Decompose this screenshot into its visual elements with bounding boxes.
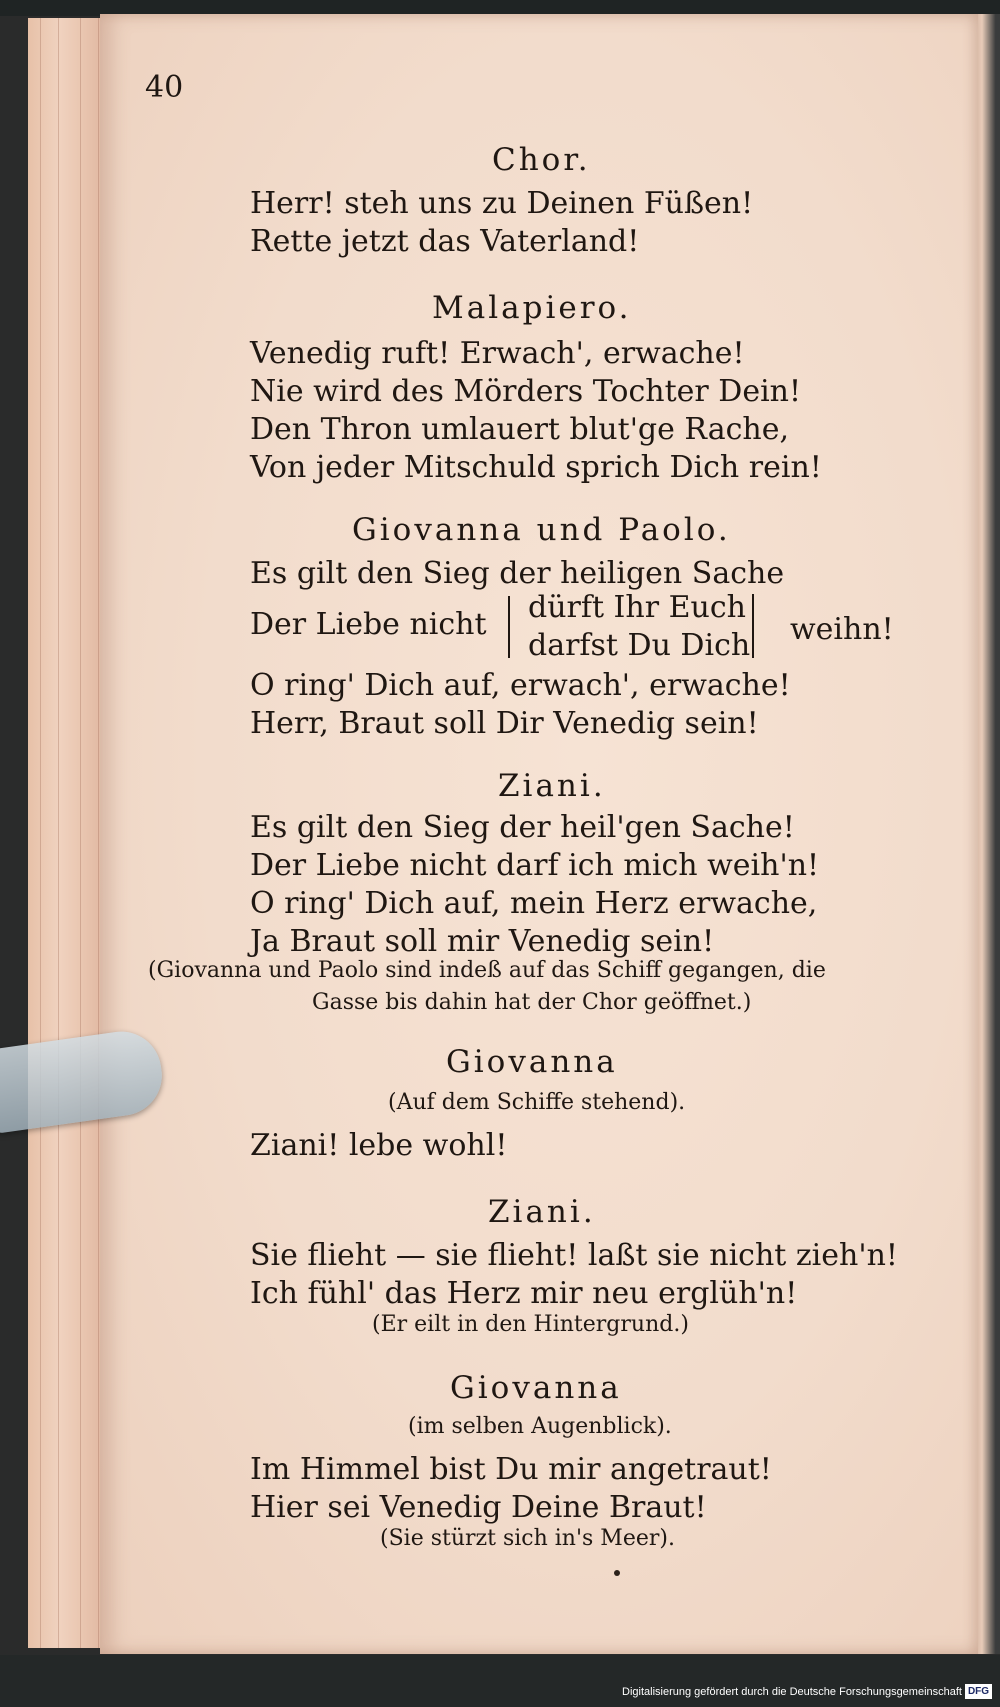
speaker-ziani: Ziani. — [488, 1194, 596, 1230]
speaker-giovanna: Giovanna — [446, 1044, 618, 1080]
verse-line: Es gilt den Sieg der heiligen Sache — [250, 556, 785, 591]
verse-line-left: Der Liebe nicht — [250, 607, 487, 642]
right-brace — [752, 594, 760, 658]
speaker-giovanna-paolo: Giovanna und Paolo. — [352, 512, 731, 548]
verse-line: Sie flieht — sie flieht! laßt sie nicht zieh'n! — [250, 1238, 898, 1273]
scanner-frame-bottom — [0, 1655, 1000, 1707]
verse-line: Herr, Braut soll Dir Venedig sein! — [250, 706, 759, 741]
speaker-giovanna: Giovanna — [450, 1370, 622, 1406]
verse-line: Ich fühl' das Herz mir neu erglüh'n! — [250, 1276, 798, 1311]
verse-alternative: dürft Ihr Euch — [528, 590, 746, 625]
verse-line: Der Liebe nicht darf ich mich weih'n! — [250, 848, 820, 883]
verse-line: Es gilt den Sieg der heil'gen Sache! — [250, 810, 795, 845]
stage-direction: Gasse bis dahin hat der Chor geöffnet.) — [312, 990, 752, 1015]
left-brace — [502, 596, 510, 658]
verse-line: Von jeder Mitschuld sprich Dich rein! — [250, 450, 822, 485]
dfg-logo: DFG — [965, 1684, 992, 1699]
verse-line: Herr! steh uns zu Deinen Füßen! — [250, 186, 754, 221]
stage-direction: (Giovanna und Paolo sind indeß auf das Schiff gegangen, die — [148, 958, 826, 983]
verse-line: Den Thron umlauert blut'ge Rache, — [250, 412, 790, 447]
speaker-malapiero: Malapiero. — [432, 290, 632, 326]
verse-line: Hier sei Venedig Deine Braut! — [250, 1490, 707, 1525]
verse-line: Ziani! lebe wohl! — [250, 1128, 508, 1163]
verse-line: Venedig ruft! Erwach', erwache! — [250, 336, 745, 371]
speaker-ziani: Ziani. — [498, 768, 606, 804]
verse-line-right: weihn! — [790, 612, 894, 647]
page-number: 40 — [145, 70, 184, 105]
verse-alternative: darfst Du Dich — [528, 628, 751, 663]
speaker-chor: Chor. — [492, 142, 591, 178]
verse-line: Im Himmel bist Du mir angetraut! — [250, 1452, 772, 1487]
verse-line: Nie wird des Mörders Tochter Dein! — [250, 374, 802, 409]
stage-direction: (im selben Augenblick). — [408, 1414, 672, 1439]
digitization-credit: Digitalisierung gefördert durch die Deutsche Forschungsgemeinschaft — [622, 1686, 962, 1698]
stage-direction: (Er eilt in den Hintergrund.) — [372, 1312, 689, 1337]
ornament-dot — [614, 1570, 620, 1576]
verse-line: O ring' Dich auf, mein Herz erwache, — [250, 886, 818, 921]
stage-direction: (Sie stürzt sich in's Meer). — [380, 1526, 675, 1551]
verse-line: Rette jetzt das Vaterland! — [250, 224, 640, 259]
stage-direction: (Auf dem Schiffe stehend). — [388, 1090, 686, 1115]
verse-line: O ring' Dich auf, erwach', erwache! — [250, 668, 791, 703]
verse-line: Ja Braut soll mir Venedig sein! — [250, 924, 715, 959]
